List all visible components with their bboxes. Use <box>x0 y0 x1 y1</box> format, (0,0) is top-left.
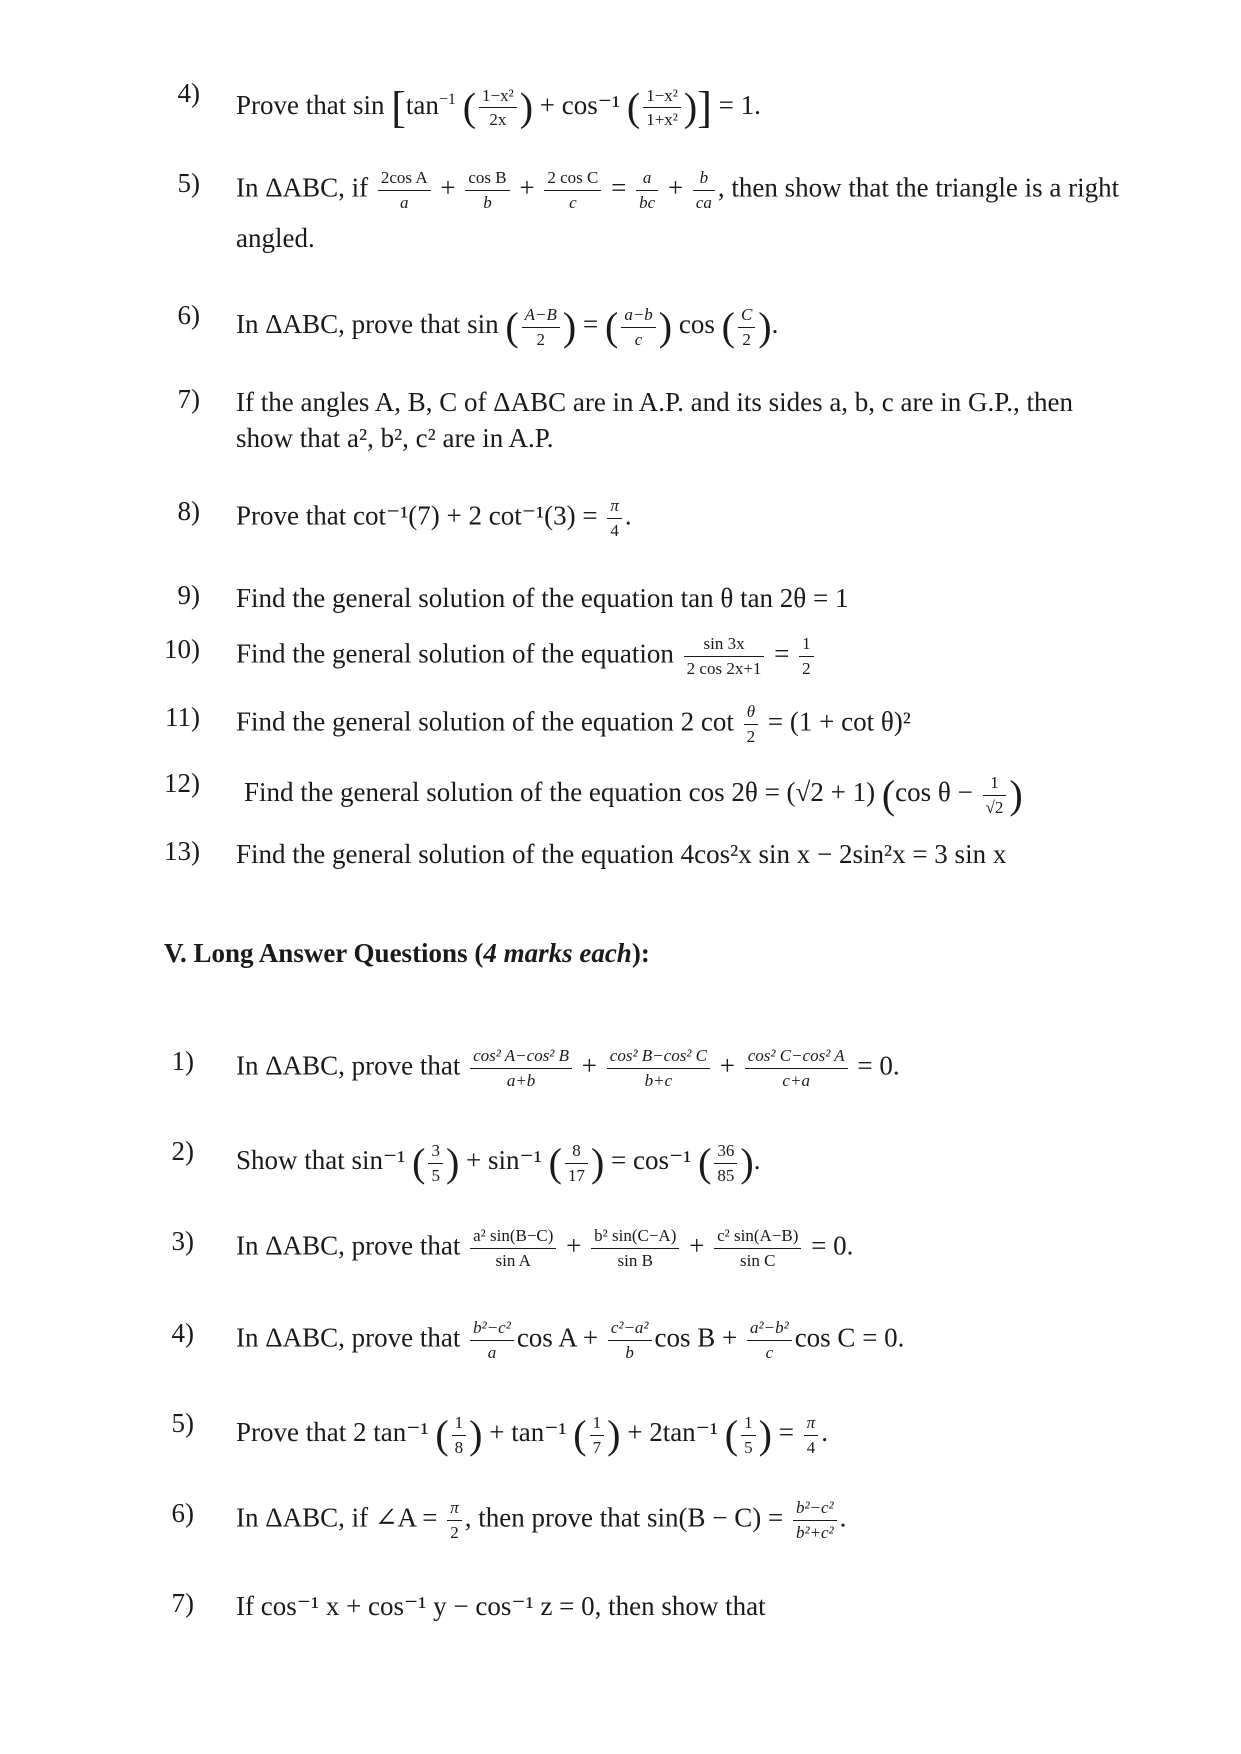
question-number: 8) <box>177 496 200 526</box>
question-number: 4) <box>171 1318 194 1348</box>
question-text: In ΔABC, if ∠A = $\frac{\pi}{2}$ , then prove that sin(B − C) = $\frac{\text{b²−c²}}{\text{b²+c²}}$ . <box>236 1498 847 1542</box>
question-number: 9) <box>177 580 200 610</box>
question-text: In ΔABC, prove that $\frac{\text{a² sin(B−C)}}{\text{sin A}}$ + $\frac{\text{b² sin(C−A)}}{\text{sin B}}$ + $\frac{\text{c² sin(A−B)}}{\text{sin C}}$ = 0. <box>236 1226 854 1270</box>
question-number: 6) <box>171 1498 194 1528</box>
question-text-line2: angled. <box>236 223 315 253</box>
question-number: 2) <box>171 1136 194 1166</box>
question-number: 4) <box>177 78 200 108</box>
question-number: 6) <box>177 300 200 330</box>
question-number: 12) <box>164 768 200 798</box>
question-number: 5) <box>177 168 200 198</box>
question-text: Find the general solution of the equation $\frac{\sin 3x}{2 \cos 2x+1}$ = $\frac{1}{2}$ <box>236 634 1181 678</box>
question-text: Prove that $\sin [\tan^{-1}$ ( $\frac{\text{1−x²}}{2x}$ ) + cos⁻¹ ( $\frac{\text{1−x²}}{\text{1+x²}}$ )] = 1. <box>236 83 761 132</box>
question-text: In ΔABC, if $\frac{\text{2cos A}}{a}$ + $\frac{\text{cos B}}{b}$ + $\frac{\text{2 cos C}}{c}$ = $\frac{a}{bc}$ + $\frac{b}{ca}$ , then show that the triangle is a right <box>236 168 1120 212</box>
question-text: Find the general solution of the equation 2 cot $\frac{\theta}{2}$ = (1 + cot θ)² <box>236 702 911 746</box>
question-number: 10) <box>164 634 200 664</box>
question-text: Find the general solution of the equation tan θ tan 2θ = 1 <box>236 583 849 613</box>
question-text: Prove that 2 tan⁻¹ ( $\frac{1}{8}$ ) + tan⁻¹ ( $\frac{1}{7}$ ) + 2tan⁻¹ ( $\frac{1}{5}$ ) = $\frac{\pi}{4}$ . <box>236 1412 828 1457</box>
fraction: $\frac{\text{1−x²}}{\text{1+x²}}$ <box>643 86 681 130</box>
question-number: 11) <box>165 702 200 732</box>
question-number: 5) <box>171 1408 194 1438</box>
question-text: If cos⁻¹ x + cos⁻¹ y − cos⁻¹ z = 0, then show that <box>236 1591 766 1621</box>
question-text-line2: show that a², b², c² are in A.P. <box>236 423 554 453</box>
question-number: 1) <box>171 1046 194 1076</box>
question-text: Prove that cot⁻¹(7) + 2 cot⁻¹(3) = $\frac{\pi}{4}$ . <box>236 496 632 540</box>
question-text: In ΔABC, prove that sin ( $\frac{A-B}{2}$ ) = ( $\frac{a-b}{c}$ ) cos ( $\frac{C}{2}$ ). <box>236 304 779 349</box>
question-number: 3) <box>171 1226 194 1256</box>
fraction: $\frac{\text{1−x²}}{2x}$ <box>479 86 517 130</box>
question-text: In ΔABC, prove that $\frac{\text{b²−c²}}{a}$ cos A + $\frac{\text{c²−a²}}{b}$ cos B + $\frac{\text{a²−b²}}{c}$ cos C = 0. <box>236 1318 905 1362</box>
question-number: 13) <box>164 836 200 866</box>
question-text: Show that sin⁻¹ ( $\frac{3}{5}$ ) + sin⁻¹ ( $\frac{8}{17}$ ) = cos⁻¹ ( $\frac{36}{85}$ ). <box>236 1140 761 1185</box>
question-text: Find the general solution of the equation 4cos²x sin x − 2sin²x = 3 sin x <box>236 839 1007 869</box>
question-text-line1: If the angles A, B, C of ΔABC are in A.P. and its sides a, b, c are in G.P., then <box>236 387 1074 417</box>
question-text: In ΔABC, prove that $\frac{\text{cos² A−cos² B}}{a+b}$ + $\frac{\text{cos² B−cos² C}}{b+c}$ + $\frac{\text{cos² C−cos² A}}{c+a}$ = 0. <box>236 1046 900 1090</box>
question-text: Find the general solution of the equation cos 2θ = (√2 + 1) (cos θ − $\frac{1}{√2}$ ) <box>244 772 1023 817</box>
section-heading: V. Long Answer Questions (4 marks each): <box>164 938 650 968</box>
question-number: 7) <box>171 1588 194 1618</box>
question-number: 7) <box>177 384 200 414</box>
